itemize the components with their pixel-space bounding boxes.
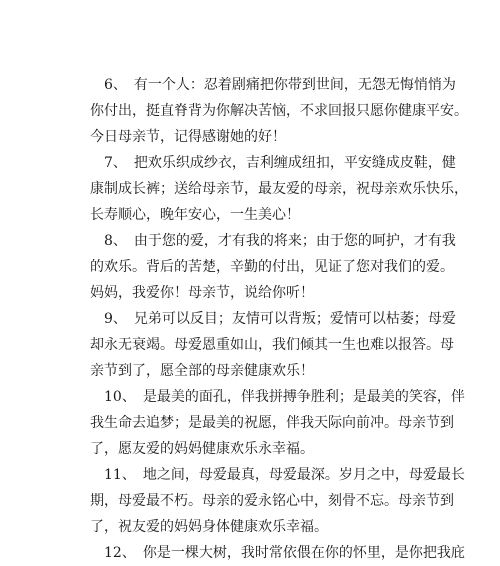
paragraph-12 — [90, 540, 465, 566]
paragraph-line: 7、 把欢乐织成纱衣，吉利缠成纽扣，平安缝成皮鞋，健 — [104, 155, 456, 171]
paragraph-line: 今日母亲节，记得感谢她的好！ — [90, 129, 286, 145]
paragraph-line: 我生命去追梦；是最美的祝愿，伴我天际向前冲。母亲节到 — [90, 415, 454, 431]
paragraph-line: 12、 你是一棵大树，我时常依偎在你的怀里，是你把我庇 — [104, 545, 465, 561]
document-body — [90, 72, 468, 566]
paragraph-7 — [90, 150, 468, 228]
paragraph-line: 8、 由于您的爱，才有我的将来；由于您的呵护，才有我 — [104, 233, 456, 249]
paragraph-line: 妈妈，我爱你！母亲节，说给你听！ — [90, 285, 314, 301]
paragraph-6 — [90, 72, 468, 150]
paragraph-line: 了，愿友爱的妈妈健康欢乐永幸福。 — [90, 441, 314, 457]
paragraph-9 — [90, 306, 456, 384]
paragraph-line: 亲节到了，愿全部的母亲健康欢乐！ — [90, 363, 314, 379]
paragraph-10 — [90, 384, 465, 462]
paragraph-line: 期，母爱最不朽。母亲的爱永铭心中，刻骨不忘。母亲节到 — [90, 493, 454, 509]
paragraph-line: 你付出，挺直脊背为你解决苦恼，不求回报只愿你健康平安。 — [90, 103, 468, 119]
paragraph-line: 康制成长裤；送给母亲节，最友爱的母亲，祝母亲欢乐快乐， — [90, 181, 468, 197]
paragraph-line: 6、 有一个人：忍着剧痛把你带到世间，无怨无悔悄悄为 — [104, 77, 456, 93]
paragraph-line: 10、 是最美的面孔，伴我拼搏争胜利；是最美的笑容，伴 — [104, 389, 465, 405]
paragraph-line: 长寿顺心，晚年安心，一生美心！ — [90, 207, 300, 223]
paragraph-line: 了，祝友爱的妈妈身体健康欢乐幸福。 — [90, 519, 328, 535]
paragraph-line: 的欢乐。背后的苦楚，辛勤的付出，见证了您对我们的爱。 — [90, 259, 454, 275]
paragraph-line: 11、 地之间，母爱最真，母爱最深。岁月之中，母爱最长 — [104, 467, 465, 483]
paragraph-line: 却永无衰竭。母爱恩重如山，我们倾其一生也难以报答。母 — [90, 337, 454, 353]
paragraph-8 — [90, 228, 456, 306]
paragraph-11 — [90, 462, 465, 540]
paragraph-line: 9、 兄弟可以反目；友情可以背叛；爱情可以枯萎；母爱 — [104, 311, 456, 327]
